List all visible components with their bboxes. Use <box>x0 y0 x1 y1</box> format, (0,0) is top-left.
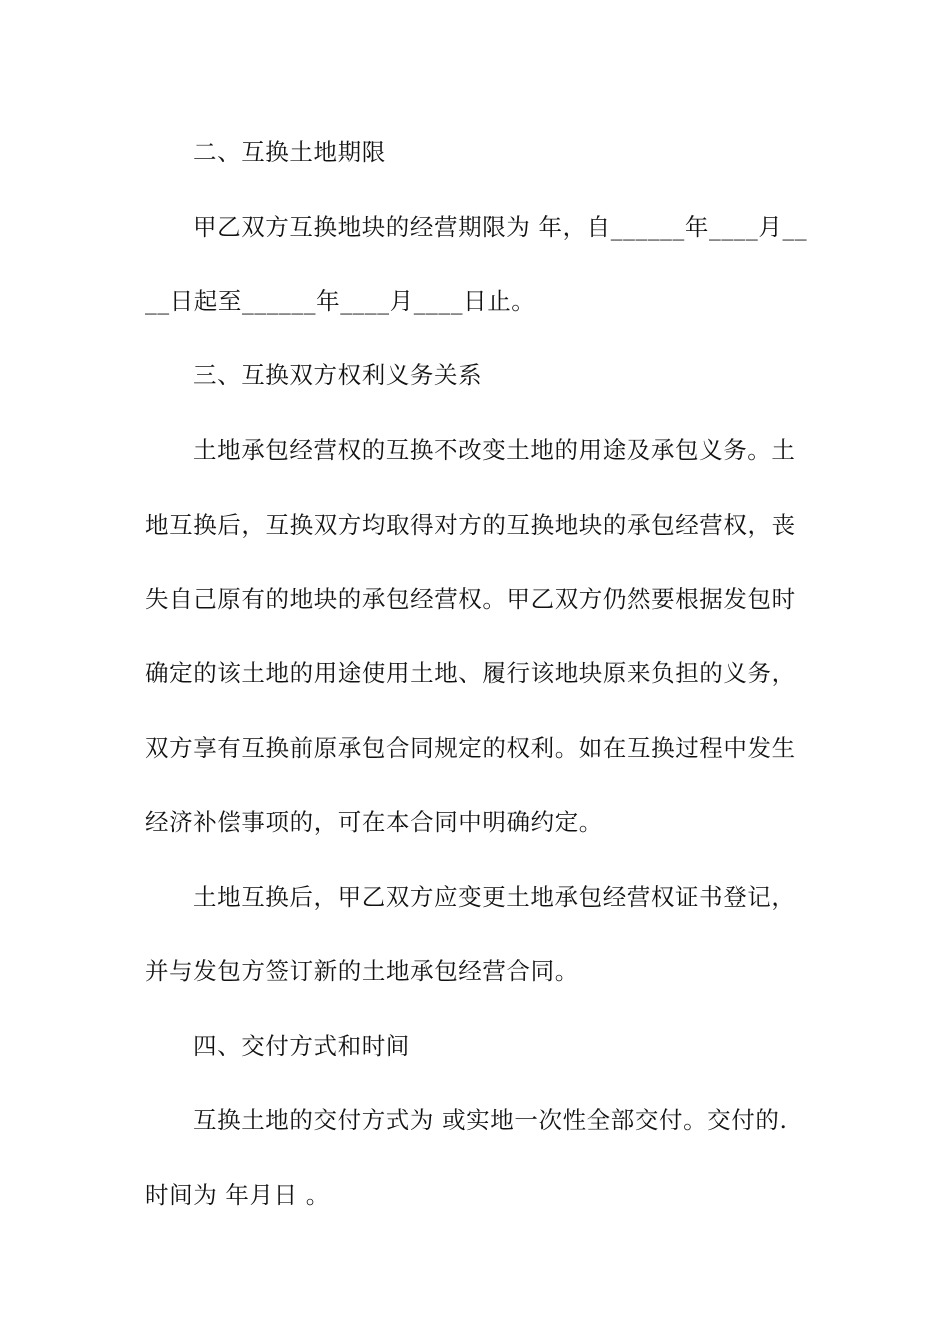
section-heading-rights-obligations: 三、互换双方权利义务关系 <box>193 361 483 389</box>
paragraph-line: 并与发包方签订新的土地承包经营合同。 <box>145 957 579 985</box>
paragraph-line: 失自己原有的地块的承包经营权。甲乙双方仍然要根据发包时 <box>145 585 796 613</box>
paragraph-line: 甲乙双方互换地块的经营期限为 年，自______年____月__ <box>193 213 808 241</box>
paragraph-line: 土地互换后，甲乙双方应变更土地承包经营权证书登记， <box>193 883 796 911</box>
paragraph-line: 互换土地的交付方式为 或实地一次性全部交付。交付的. <box>193 1106 788 1134</box>
paragraph-line: 土地承包经营权的互换不改变土地的用途及承包义务。土 <box>193 436 796 464</box>
section-heading-delivery: 四、交付方式和时间 <box>193 1032 410 1060</box>
paragraph-line: __日起至______年____月____日止。 <box>145 287 536 315</box>
paragraph-line: 地互换后，互换双方均取得对方的互换地块的承包经营权，丧 <box>145 511 796 539</box>
paragraph-line: 确定的该土地的用途使用土地、履行该地块原来负担的义务， <box>145 659 796 687</box>
paragraph-line: 双方享有互换前原承包合同规定的权利。如在互换过程中发生 <box>145 734 796 762</box>
paragraph-line: 经济补偿事项的，可在本合同中明确约定。 <box>145 808 603 836</box>
paragraph-line: 时间为 年月日 。 <box>145 1181 330 1209</box>
section-heading-exchange-term: 二、互换土地期限 <box>193 138 386 166</box>
